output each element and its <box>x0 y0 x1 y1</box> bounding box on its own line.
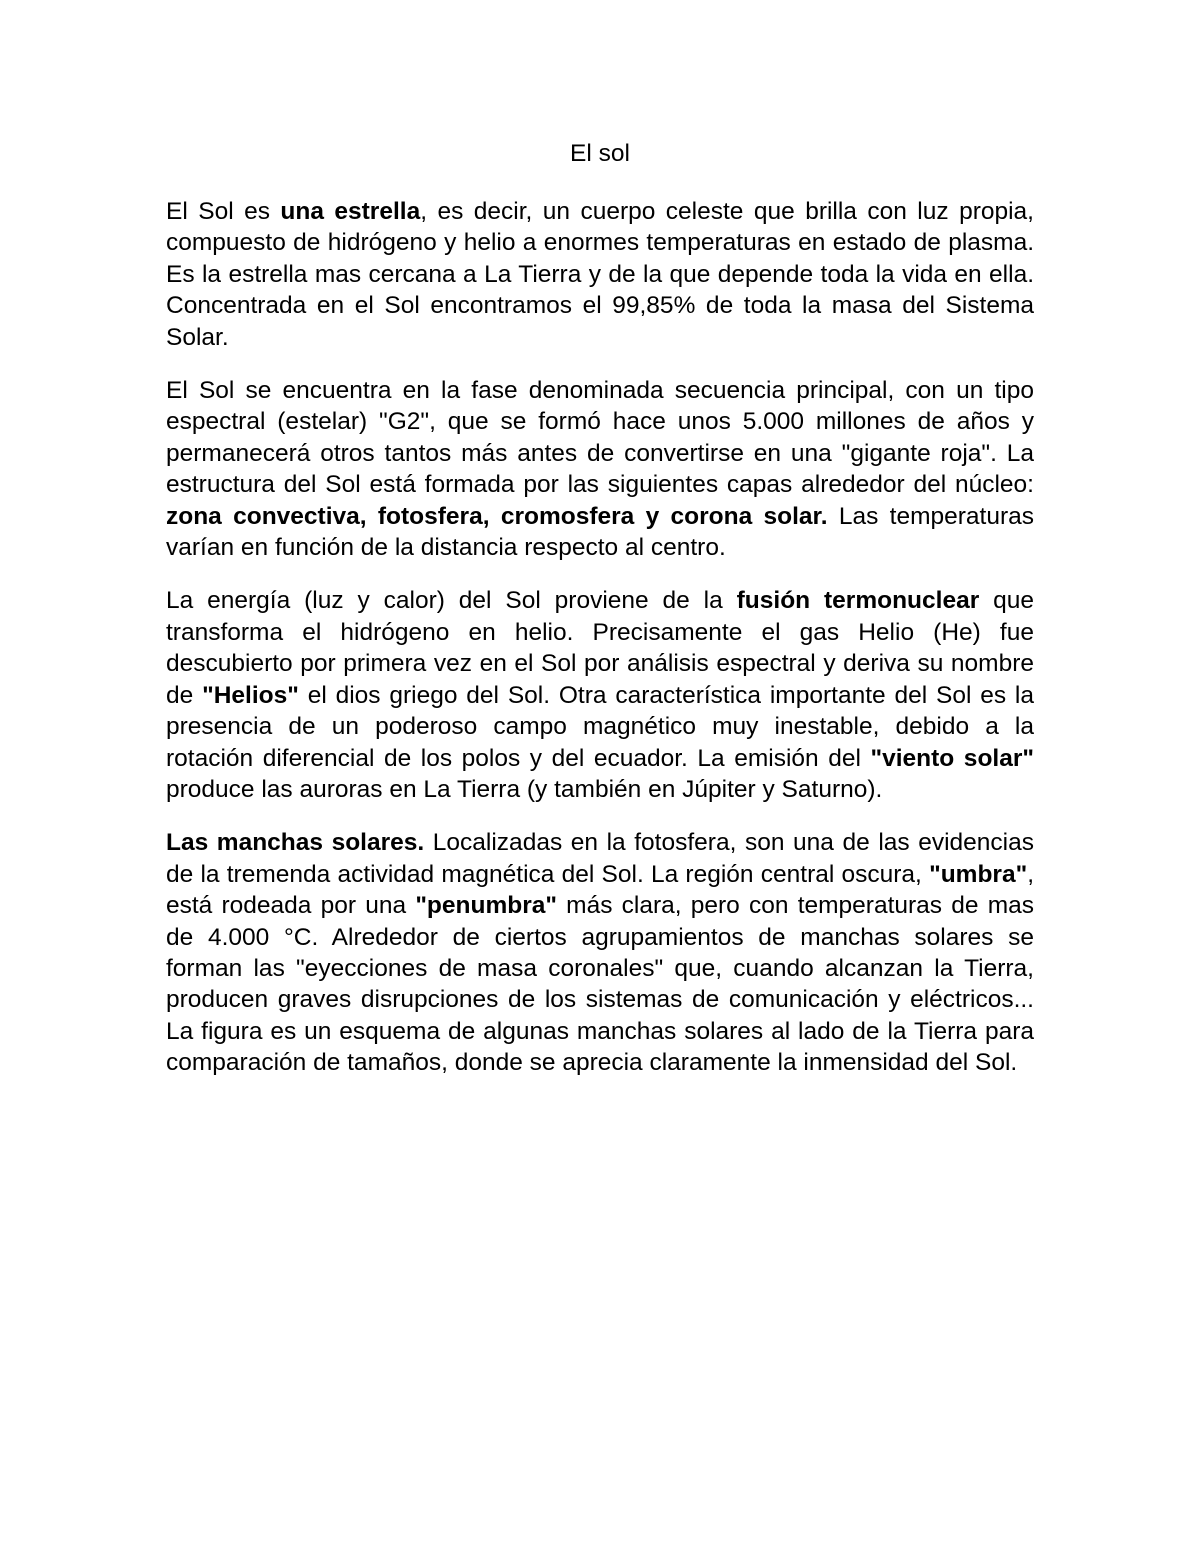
paragraph-4 <box>166 827 1034 1078</box>
paragraph-3-text-4: produce las auroras en La Tierra (y también en Júpiter y Saturno). <box>166 775 883 803</box>
paragraph-3-bold-1: fusión termonuclear <box>736 587 980 615</box>
paragraph-1-bold-1: una estrella <box>280 198 421 225</box>
paragraph-2 <box>166 375 1034 563</box>
paragraph-4-bold-3: "penumbra" <box>415 892 557 920</box>
document-page <box>166 138 1034 1101</box>
paragraph-3-bold-2: "Helios" <box>202 681 299 709</box>
paragraph-4-text-1: Localizadas en la fotosfera, son una de las evidencias de la tremenda actividad magnética del Sol. La región central oscura, <box>166 829 1034 888</box>
paragraph-3-text-2: que transforma el hidrógeno en helio. Precisamente el gas Helio (He) fue descubierto por primera vez en el Sol por análisis espectral y deriva su nombre de <box>166 587 1035 709</box>
paragraph-3-text-3: el dios griego del Sol. Otra característica importante del Sol es la presencia de un poderoso campo magnético muy inestable, debido a la rotación diferencial de los polos y del ecuador. La emisión del <box>166 681 1034 772</box>
paragraph-3 <box>166 585 1034 805</box>
paragraph-3-bold-3: "viento solar" <box>870 744 1034 772</box>
paragraph-1-text-1: El Sol es <box>166 198 281 225</box>
paragraph-4-bold-2: "umbra" <box>929 860 1028 888</box>
document-title: El sol <box>570 140 630 167</box>
paragraph-4-text-2: , está rodeada por una <box>166 860 1034 920</box>
paragraph-4-text-3: más clara, pero con temperaturas de mas de 4.000 °C. Alrededor de ciertos agrupamientos de manchas solares se forman las "eyecciones de masa coronales" que, cuando alcanzan la Tierra, producen graves disrupciones de los sistemas de comunicación y eléctricos... La figura es un esquema de algunas manchas solares al lado de la Tierra para comparación de tamaños, donde se aprecia claramente la inmensidad del Sol. <box>166 892 1034 1077</box>
paragraph-1 <box>166 196 1034 353</box>
paragraph-2-bold-1: zona convectiva, fotosfera, cromosfera y corona solar. <box>166 502 828 530</box>
paragraph-2-text-2: Las temperaturas varían en función de la distancia respecto al centro. <box>166 502 1034 562</box>
paragraph-2-text-1: El Sol se encuentra en la fase denominada secuencia principal, con un tipo espectral (estelar) "G2", que se formó hace unos 5.000 millones de años y permanecerá otros tantos más antes de convertirse en una "gigante roja". La estructura del Sol está formada por las siguientes capas alrededor del núcleo: <box>166 377 1034 499</box>
paragraph-4-bold-1: Las manchas solares. <box>166 829 425 857</box>
paragraph-3-text-1: La energía (luz y calor) del Sol proviene de la <box>166 587 737 615</box>
paragraph-1-text-2: , es decir, un cuerpo celeste que brilla con luz propia, compuesto de hidrógeno y helio a enormes temperaturas en estado de plasma. Es la estrella mas cercana a La Tierra y de la que depende toda la vida en ella. Concentrada en el Sol encontramos el 99,85% de toda la masa del Sistema Solar. <box>166 198 1034 351</box>
